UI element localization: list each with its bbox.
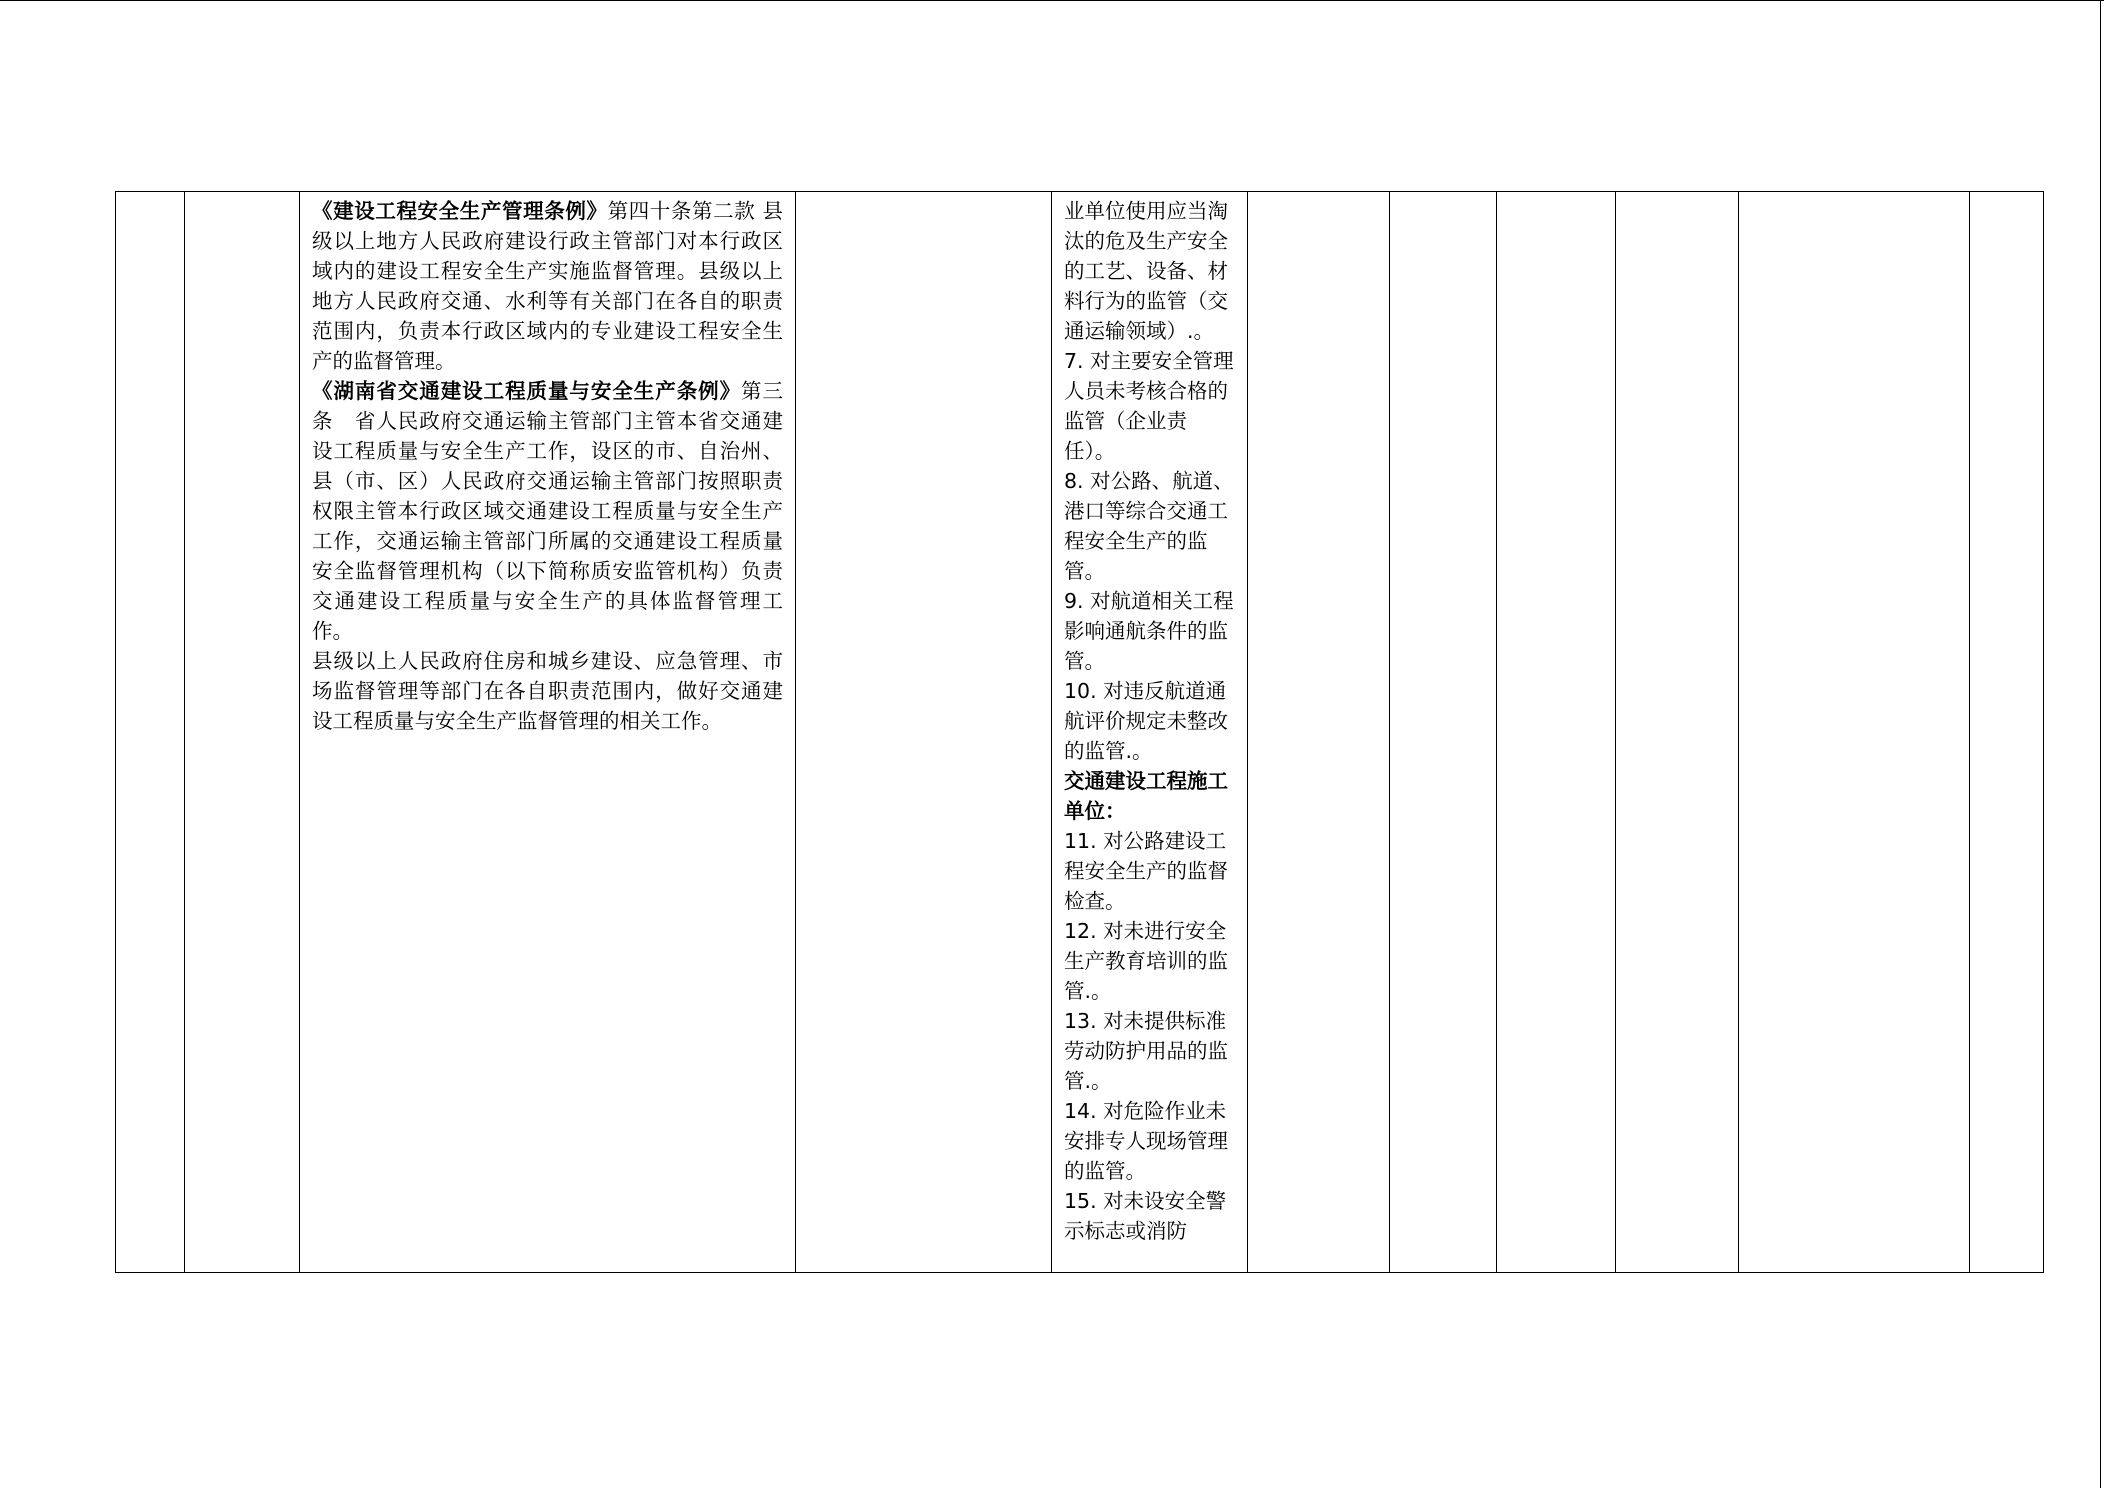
section-heading: 交通建设工程施工单位： <box>1064 769 1228 823</box>
legal-paragraph <box>312 646 783 736</box>
law-article-text: 第三条 省人民政府交通运输主管部门主管本省交通建设工程质量与安全生产工作，设区的市、自治州、县（市、区）人民政府交通运输主管部门按照职责权限主管本行政区域交通建设工程质量与安全生产工作，交通运输主管部门所属的交通建设工程质量安全监督管理机构（以下简称质安监管机构）负责交通建设工程质量与安全生产的具体监督管理工作。 <box>312 379 783 643</box>
list-item: 10. 对违反航道通航评价规定未整改的监管.。 <box>1064 679 1228 763</box>
list-item: 业单位使用应当淘汰的危及生产安全的工艺、设备、材料行为的监管（交通运输领域）.。 <box>1064 199 1228 343</box>
law-article-text: 第四十条第二款 县级以上地方人民政府建设行政主管部门对本行政区域内的建设工程安全生产实施监督管理。县级以上地方人民政府交通、水利等有关部门在各自的职责范围内，负责本行政区域内的专业建设工程安全生产的监督管理。 <box>312 199 783 373</box>
list-item: 14. 对危险作业未安排专人现场管理的监管。 <box>1064 1099 1228 1183</box>
legal-paragraph <box>312 376 783 646</box>
list-item: 15. 对未设安全警示标志或消防 <box>1064 1189 1227 1243</box>
law-title: 《湖南省交通建设工程质量与安全生产条例》 <box>312 379 742 403</box>
table-cell-empty <box>1248 192 1390 1273</box>
table-cell-empty <box>1970 192 2044 1273</box>
law-article-text: 县级以上人民政府住房和城乡建设、应急管理、市场监督管理等部门在各自职责范围内，做好交通建设工程质量与安全生产监督管理的相关工作。 <box>312 649 783 733</box>
list-item: 8. 对公路、航道、港口等综合交通工程安全生产的监管。 <box>1064 469 1234 583</box>
page-right-edge <box>2100 0 2101 1488</box>
list-item: 13. 对未提供标准劳动防护用品的监管.。 <box>1064 1009 1228 1093</box>
law-title: 《建设工程安全生产管理条例》 <box>312 199 608 223</box>
table-row <box>116 192 2044 1273</box>
page-top-edge <box>0 0 2104 1</box>
table-cell-empty <box>1739 192 1970 1273</box>
table-cell-name <box>185 192 300 1273</box>
table-cell-empty <box>1497 192 1616 1273</box>
list-item: 11. 对公路建设工程安全生产的监督检查。 <box>1064 829 1228 913</box>
table-cell-items <box>1052 192 1248 1273</box>
table-cell-legal-basis <box>300 192 796 1273</box>
legal-paragraph <box>312 196 783 376</box>
table-cell-index <box>116 192 185 1273</box>
table-cell-empty <box>796 192 1052 1273</box>
document-table <box>115 191 2044 1273</box>
table-cell-empty <box>1616 192 1739 1273</box>
list-item: 9. 对航道相关工程影响通航条件的监管。 <box>1064 589 1234 673</box>
list-item: 7. 对主要安全管理人员未考核合格的监管（企业责任）。 <box>1064 349 1234 463</box>
list-item: 12. 对未进行安全生产教育培训的监管.。 <box>1064 919 1228 1003</box>
table-cell-empty <box>1390 192 1497 1273</box>
